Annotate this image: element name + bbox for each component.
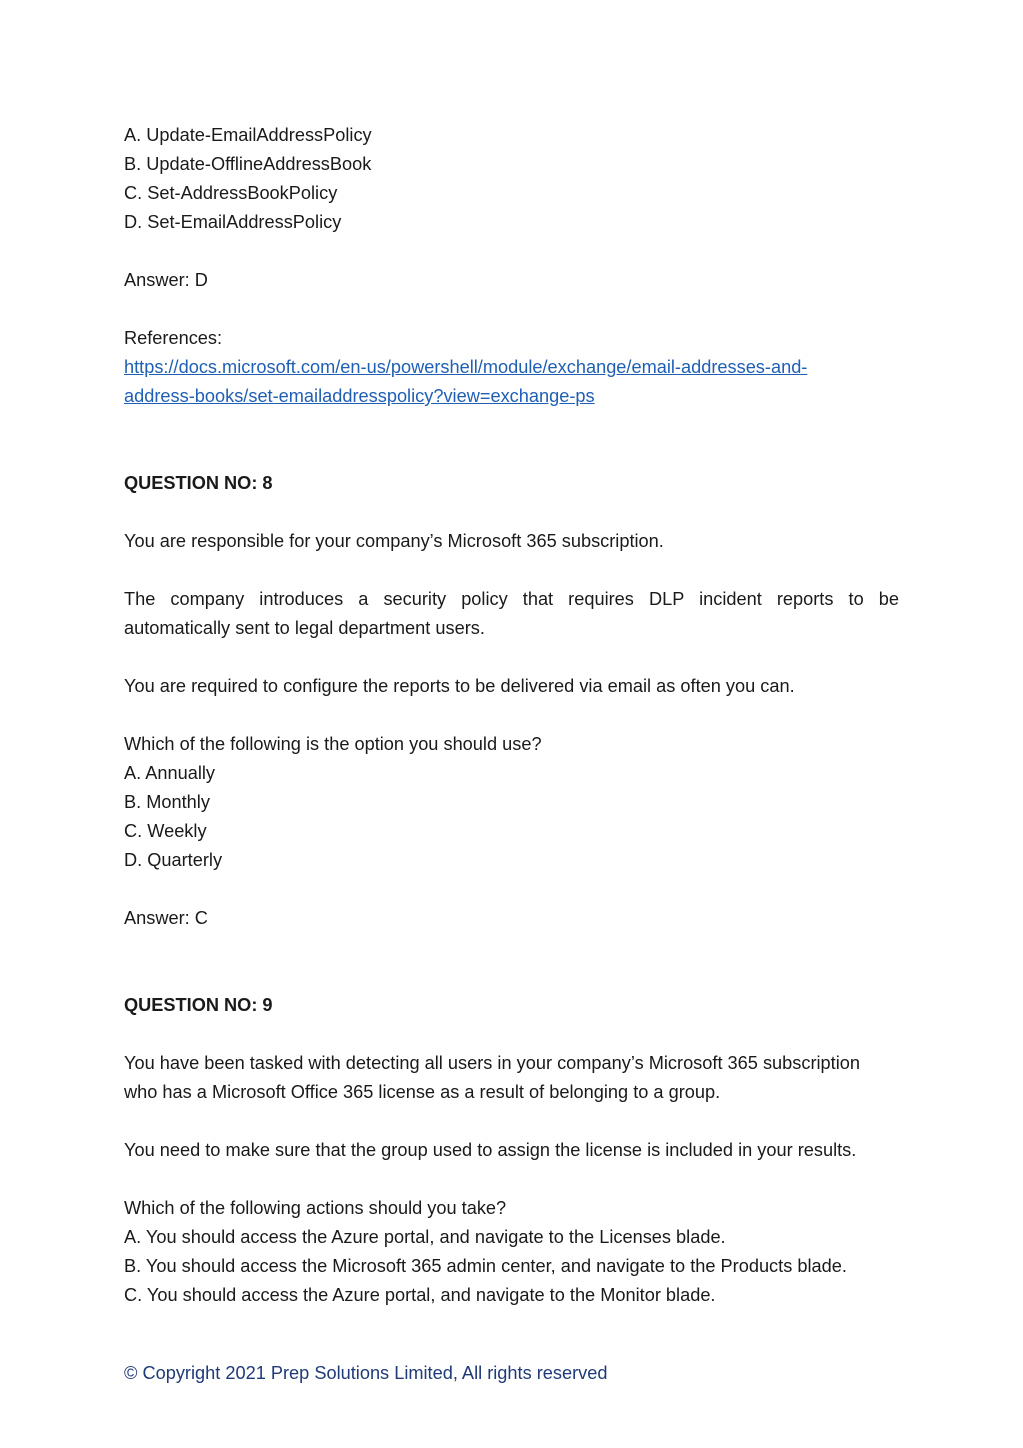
q8-paragraph-1: You are responsible for your company’s Microsoft 365 subscription. [124,531,664,551]
q9-title: QUESTION NO: 9 [124,995,273,1015]
q8-option-b: B. Monthly [124,792,210,812]
q8-option-a: A. Annually [124,763,215,783]
q7-option-c: C. Set-AddressBookPolicy [124,183,338,203]
q8-paragraph-2-line2: automatically sent to legal department users. [124,618,485,638]
q7-option-d: D. Set-EmailAddressPolicy [124,212,342,232]
q9-paragraph-2: You need to make sure that the group used to assign the license is included in your results. [124,1140,857,1160]
q9-paragraph-1-line1: You have been tasked with detecting all users in your company’s Microsoft 365 subscription [124,1053,860,1073]
reference-link-line1[interactable]: https://docs.microsoft.com/en-us/powershell/module/exchange/email-addresses-and- [124,357,808,377]
q8-option-c: C. Weekly [124,821,207,841]
q8-option-d: D. Quarterly [124,850,223,870]
q8-title: QUESTION NO: 8 [124,473,273,493]
q7-answer: Answer: D [124,270,208,290]
copyright-footer: © Copyright 2021 Prep Solutions Limited, All rights reserved [124,1363,608,1383]
q7-references-label: References: [124,328,223,348]
q9-paragraph-1-line2: who has a Microsoft Office 365 license as a result of belonging to a group. [124,1082,721,1102]
q9-option-c: C. You should access the Azure portal, and navigate to the Monitor blade. [124,1285,716,1305]
q8-paragraph-3: You are required to configure the reports to be delivered via email as often you can. [124,676,795,696]
reference-link-line2[interactable]: address-books/set-emailaddresspolicy?view=exchange-ps [124,386,595,406]
q7-option-a: A. Update-EmailAddressPolicy [124,125,372,145]
q9-option-a: A. You should access the Azure portal, and navigate to the Licenses blade. [124,1227,726,1247]
q8-answer: Answer: C [124,908,208,928]
q7-reference-link[interactable] [124,353,899,411]
q8-paragraph-2-line1: The company introduces a security policy that requires DLP incident reports to be [124,589,899,609]
q9-option-b: B. You should access the Microsoft 365 admin center, and navigate to the Products blade. [124,1256,847,1276]
q9-prompt: Which of the following actions should you take? [124,1198,507,1218]
document-page [124,121,899,1310]
q8-prompt: Which of the following is the option you should use? [124,734,542,754]
q7-option-b: B. Update-OfflineAddressBook [124,154,372,174]
